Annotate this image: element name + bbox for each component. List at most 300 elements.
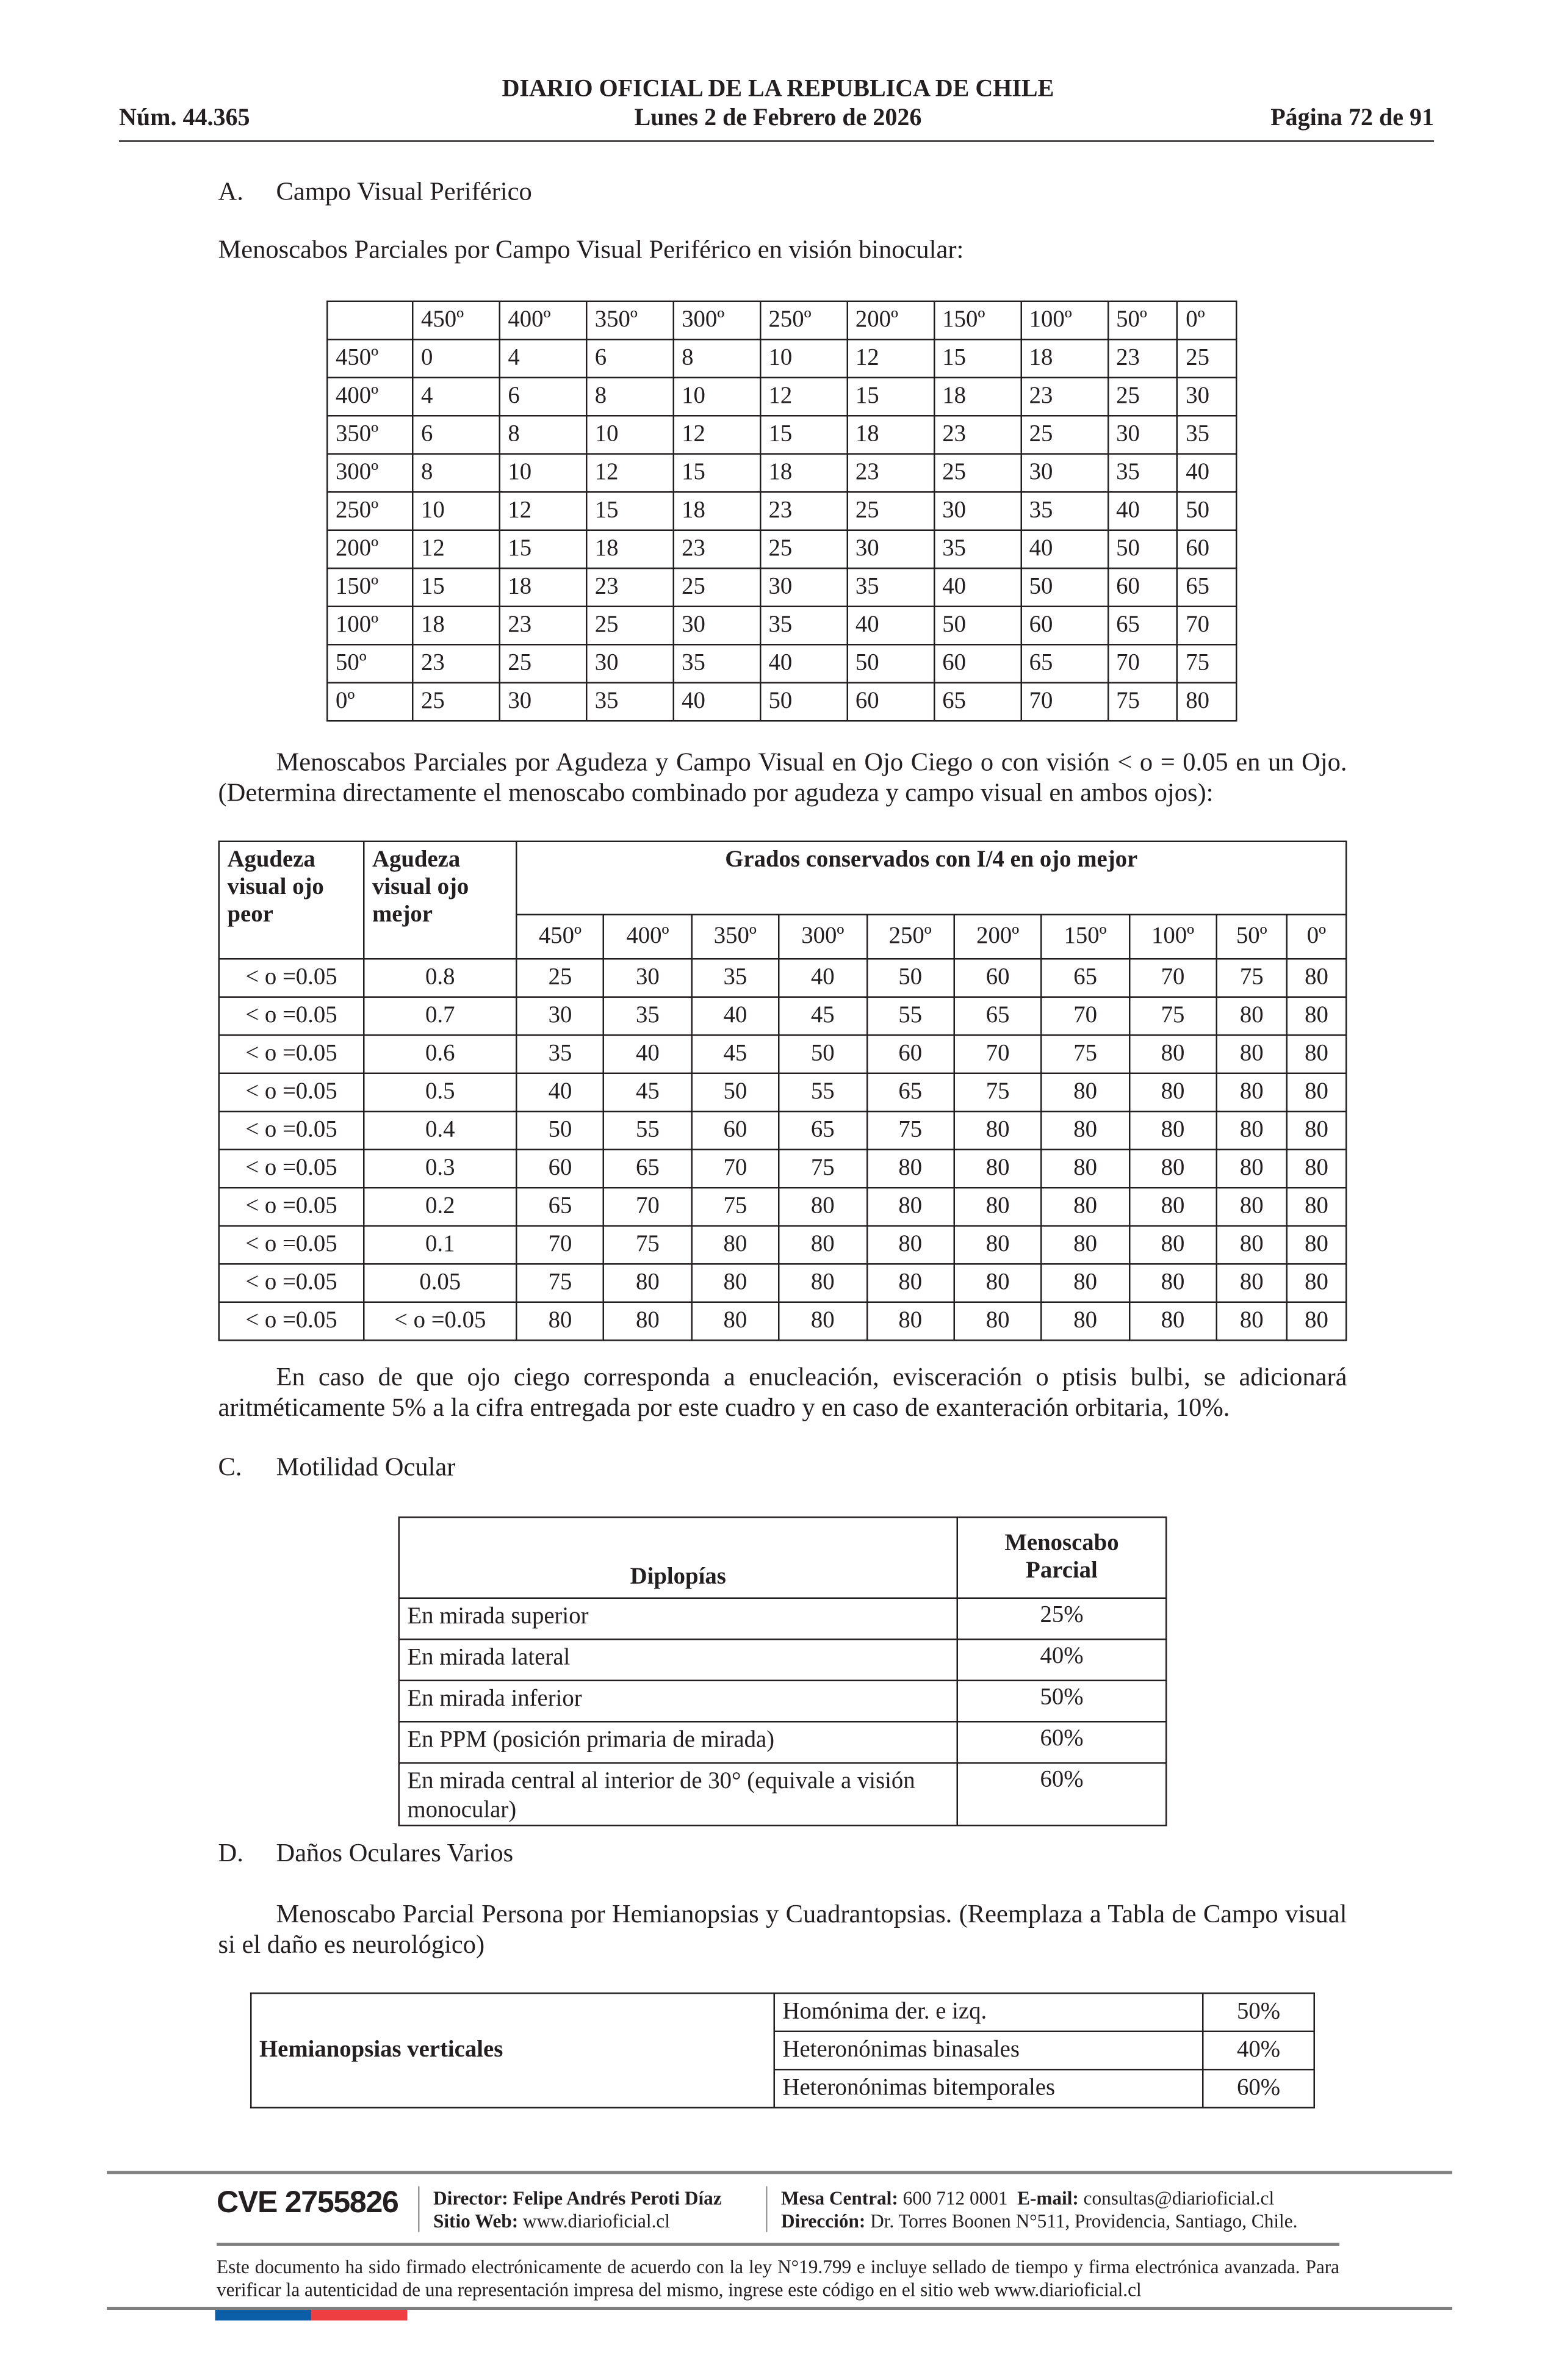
table-cell: 40 <box>1021 530 1108 569</box>
table-cell: 70 <box>604 1188 691 1226</box>
table-cell: 25 <box>412 683 499 721</box>
table-cell: 15 <box>412 568 499 607</box>
percentage: 60% <box>957 1763 1167 1826</box>
column-header: 200º <box>954 915 1041 959</box>
table-cell: 35 <box>691 959 779 997</box>
table-cell: 55 <box>866 997 954 1036</box>
table-cell: 60 <box>1021 607 1108 645</box>
table-row <box>327 607 1236 645</box>
table-cell: 35 <box>934 530 1021 569</box>
table-cell: 60 <box>1177 530 1236 569</box>
table-cell: 30 <box>1177 378 1236 416</box>
website-link[interactable]: www.diarioficial.cl <box>523 2210 670 2232</box>
table-cell: 0.1 <box>364 1226 516 1264</box>
section-letter: A. <box>218 177 243 206</box>
col-header-diplopias: Diplopías <box>399 1517 957 1598</box>
table-cell: 80 <box>1042 1226 1129 1264</box>
table-cell: 60 <box>1108 568 1177 607</box>
table-cell: 80 <box>954 1226 1041 1264</box>
table-cell: 70 <box>954 1035 1041 1073</box>
table-cell: 18 <box>586 530 673 569</box>
percentage: 60% <box>1203 2069 1314 2108</box>
table-cell: < o =0.05 <box>219 959 364 997</box>
header-date: Lunes 2 de Febrero de 2026 <box>634 105 922 131</box>
table-cell: 4 <box>500 339 586 378</box>
table-cell: 18 <box>847 416 934 454</box>
table-cell: 75 <box>1177 644 1236 683</box>
table-cell: < o =0.05 <box>219 1264 364 1302</box>
table-cell: 80 <box>1287 1302 1347 1341</box>
table-row <box>219 1150 1347 1188</box>
table-cell: 23 <box>1021 378 1108 416</box>
table-cell: 55 <box>779 1073 866 1112</box>
table-cell: 60 <box>691 1111 779 1150</box>
table-cell: 75 <box>866 1111 954 1150</box>
table-cell: 15 <box>847 378 934 416</box>
table-cell: 65 <box>1021 644 1108 683</box>
table-cell: 65 <box>1042 959 1129 997</box>
table-row <box>327 339 1236 378</box>
table-cell: 80 <box>1042 1302 1129 1341</box>
table-cell: 30 <box>760 568 847 607</box>
column-header: 50º <box>1108 301 1177 340</box>
table-cell: 23 <box>586 568 673 607</box>
column-header: 200º <box>847 301 934 340</box>
table-cell: 80 <box>1287 959 1347 997</box>
diplopia-type: En mirada inferior <box>399 1681 957 1722</box>
table-cell: 50 <box>934 607 1021 645</box>
table-cell: 80 <box>1042 1264 1129 1302</box>
row-header: 450º <box>327 339 412 378</box>
section-title: Motilidad Ocular <box>276 1452 456 1482</box>
table-cell: 6 <box>500 378 586 416</box>
table-cell: 80 <box>866 1302 954 1341</box>
diplopia-type: En mirada lateral <box>399 1639 957 1681</box>
table-cell: 10 <box>500 454 586 492</box>
table-cell: 0.05 <box>364 1264 516 1302</box>
table-cell: 40 <box>779 959 866 997</box>
table-cell: 6 <box>586 339 673 378</box>
table-cell: 80 <box>1217 1035 1287 1073</box>
table-cell: 40 <box>691 997 779 1036</box>
table-cell: 80 <box>954 1150 1041 1188</box>
table-cell: 75 <box>1129 997 1216 1036</box>
column-header: 150º <box>1042 915 1129 959</box>
column-header: 250º <box>760 301 847 340</box>
table-cell: 80 <box>779 1188 866 1226</box>
table-cell: 50 <box>847 644 934 683</box>
table-cell: 50 <box>516 1111 603 1150</box>
table-cell: 80 <box>779 1264 866 1302</box>
table-cell: 80 <box>1287 1188 1347 1226</box>
percentage: 40% <box>1203 2032 1314 2070</box>
table-cell: 80 <box>954 1111 1041 1150</box>
table-cell: 80 <box>1129 1264 1216 1302</box>
table-row <box>399 1639 1167 1681</box>
table-cell: 65 <box>954 997 1041 1036</box>
table-cell: 75 <box>604 1226 691 1264</box>
table-cell: 70 <box>516 1226 603 1264</box>
table-cell: 30 <box>1108 416 1177 454</box>
corner-cell <box>327 301 412 340</box>
col-header-menoscabo: Menoscabo Parcial <box>957 1517 1167 1598</box>
table-cell: 18 <box>934 378 1021 416</box>
table-cell: 25 <box>586 607 673 645</box>
section-d-heading <box>218 1839 514 1869</box>
table-cell: 12 <box>500 492 586 530</box>
blind-eye-table <box>218 841 1347 1341</box>
table-cell: 65 <box>516 1188 603 1226</box>
column-header: 400º <box>500 301 586 340</box>
table-cell: 55 <box>604 1111 691 1150</box>
table-cell: 70 <box>1108 644 1177 683</box>
table-cell: 60 <box>847 683 934 721</box>
header-title: DIARIO OFICIAL DE LA REPUBLICA DE CHILE <box>502 76 1054 103</box>
table-cell: 40 <box>760 644 847 683</box>
table-cell: 80 <box>691 1302 779 1341</box>
table-cell: 60 <box>516 1150 603 1188</box>
table-cell: 65 <box>1108 607 1177 645</box>
table-cell: 50 <box>1177 492 1236 530</box>
table-cell: 40 <box>1108 492 1177 530</box>
table-cell: 12 <box>673 416 760 454</box>
table-cell: 8 <box>673 339 760 378</box>
table-cell: 40 <box>1177 454 1236 492</box>
table-row <box>327 416 1236 454</box>
section-title: Campo Visual Periférico <box>276 177 532 206</box>
cve-code: CVE 2755826 <box>217 2186 398 2220</box>
table-cell: 80 <box>1287 1264 1347 1302</box>
paragraph-hemianopsias: Menoscabo Parcial Persona por Hemianopsias y Cuadrantopsias. (Reemplaza a Tabla de Campo visual si el daño es neurológico) <box>218 1899 1347 1959</box>
diplopia-type: En PPM (posición primaria de mirada) <box>399 1722 957 1763</box>
table-cell: 18 <box>760 454 847 492</box>
hemianopsia-type: Homónima der. e izq. <box>774 1993 1203 2032</box>
table-cell: 80 <box>1129 1111 1216 1150</box>
header-row <box>327 301 1236 340</box>
table-cell: 65 <box>934 683 1021 721</box>
table-cell: 6 <box>412 416 499 454</box>
section-title: Daños Oculares Varios <box>276 1838 514 1867</box>
diplopia-table <box>398 1516 1167 1826</box>
table-cell: 80 <box>1129 1302 1216 1341</box>
table-cell: 80 <box>866 1264 954 1302</box>
table-row <box>399 1763 1167 1826</box>
director-label: Director: <box>433 2188 508 2209</box>
table-cell: 80 <box>1129 1188 1216 1226</box>
group-header: Grados conservados con I/4 en ojo mejor <box>516 842 1346 915</box>
table-cell: 80 <box>1129 1035 1216 1073</box>
column-header: 300º <box>673 301 760 340</box>
table-cell: 50 <box>1108 530 1177 569</box>
table-cell: 75 <box>1217 959 1287 997</box>
table-cell: 8 <box>586 378 673 416</box>
table-cell: 80 <box>1287 1111 1347 1150</box>
table-cell: 40 <box>673 683 760 721</box>
table-cell: 30 <box>516 997 603 1036</box>
table-cell: 80 <box>1217 1302 1287 1341</box>
table-cell: 80 <box>1042 1111 1129 1150</box>
section-a-subtitle: Menoscabos Parciales por Campo Visual Periférico en visión binocular: <box>218 235 964 264</box>
hemianopsias-table <box>250 1992 1315 2108</box>
row-header: 50º <box>327 644 412 683</box>
table-cell: 80 <box>779 1226 866 1264</box>
table-cell: 25 <box>760 530 847 569</box>
table-cell: 50 <box>1021 568 1108 607</box>
table-cell: 25 <box>1021 416 1108 454</box>
binocular-field-table <box>326 301 1237 722</box>
table-cell: 75 <box>516 1264 603 1302</box>
table-cell: 80 <box>954 1302 1041 1341</box>
table-cell: 80 <box>1129 1150 1216 1188</box>
table-cell: 10 <box>586 416 673 454</box>
table-cell: < o =0.05 <box>219 1188 364 1226</box>
address-label: Dirección: <box>781 2210 866 2232</box>
table-cell: 80 <box>779 1302 866 1341</box>
table-cell: 23 <box>760 492 847 530</box>
table-row <box>219 997 1347 1036</box>
table-cell: 80 <box>866 1188 954 1226</box>
phone-label: Mesa Central: <box>781 2188 898 2209</box>
column-header: 450º <box>516 915 603 959</box>
column-header: 100º <box>1021 301 1108 340</box>
address: Dr. Torres Boonen N°511, Providencia, Santiago, Chile. <box>870 2210 1298 2232</box>
section-letter: D. <box>218 1838 243 1867</box>
table-cell: 0.3 <box>364 1150 516 1188</box>
table-cell: 80 <box>1217 1188 1287 1226</box>
table-cell: 60 <box>934 644 1021 683</box>
table-cell: 80 <box>1042 1188 1129 1226</box>
table-row <box>327 492 1236 530</box>
table-cell: 25 <box>1108 378 1177 416</box>
table-cell: 23 <box>934 416 1021 454</box>
table-row <box>219 1035 1347 1073</box>
table-cell: 23 <box>1108 339 1177 378</box>
table-row <box>219 1226 1347 1264</box>
column-header: 0º <box>1177 301 1236 340</box>
header-row <box>219 842 1347 915</box>
table-row <box>399 1598 1167 1640</box>
table-row <box>327 683 1236 721</box>
table-cell: 80 <box>1217 1264 1287 1302</box>
row-group-label: Hemianopsias verticales <box>251 1993 774 2108</box>
table-cell: 80 <box>1129 1226 1216 1264</box>
table-cell: 70 <box>1129 959 1216 997</box>
table-cell: 50 <box>691 1073 779 1112</box>
footer-rule-top <box>107 2171 1452 2174</box>
flag-bar-blue <box>215 2310 312 2321</box>
column-header: 250º <box>866 915 954 959</box>
table-cell: 10 <box>760 339 847 378</box>
table-cell: 70 <box>1042 997 1129 1036</box>
email-link[interactable]: consultas@diarioficial.cl <box>1083 2188 1275 2209</box>
table-cell: 0.4 <box>364 1111 516 1150</box>
column-header: 450º <box>412 301 499 340</box>
table-cell: 75 <box>954 1073 1041 1112</box>
table-cell: 12 <box>586 454 673 492</box>
table-row <box>327 530 1236 569</box>
column-header: 150º <box>934 301 1021 340</box>
table-cell: 15 <box>934 339 1021 378</box>
table-cell: 80 <box>954 1264 1041 1302</box>
table-row <box>219 1264 1347 1302</box>
table-cell: 15 <box>500 530 586 569</box>
table-cell: 30 <box>586 644 673 683</box>
table-cell: 75 <box>779 1150 866 1188</box>
row-header: 200º <box>327 530 412 569</box>
row-header: 400º <box>327 378 412 416</box>
table-row <box>219 1302 1347 1341</box>
table-cell: < o =0.05 <box>364 1302 516 1341</box>
table-cell: 8 <box>500 416 586 454</box>
table-cell: 23 <box>673 530 760 569</box>
table-cell: 30 <box>934 492 1021 530</box>
hemianopsia-type: Heteronónimas binasales <box>774 2032 1203 2070</box>
table-cell: 0.8 <box>364 959 516 997</box>
table-cell: 70 <box>691 1150 779 1188</box>
table-cell: 30 <box>673 607 760 645</box>
table-row <box>251 1993 1314 2032</box>
column-header: 0º <box>1287 915 1347 959</box>
table-cell: 80 <box>691 1226 779 1264</box>
table-cell: 65 <box>866 1073 954 1112</box>
percentage: 50% <box>1203 1993 1314 2032</box>
footer-contact-block <box>781 2188 1297 2234</box>
table-cell: 25 <box>500 644 586 683</box>
row-header: 250º <box>327 492 412 530</box>
table-cell: 80 <box>1287 1035 1347 1073</box>
table-cell: 23 <box>847 454 934 492</box>
header-rule <box>119 140 1434 142</box>
row-header: 150º <box>327 568 412 607</box>
table-cell: 45 <box>604 1073 691 1112</box>
table-row <box>327 644 1236 683</box>
table-cell: < o =0.05 <box>219 1302 364 1341</box>
table-cell: 80 <box>1217 997 1287 1036</box>
email-label: E-mail: <box>1017 2188 1079 2209</box>
column-header: 300º <box>779 915 866 959</box>
col-header-worse-eye: Agudeza visual ojo peor <box>219 842 364 959</box>
table-cell: 80 <box>1287 1150 1347 1188</box>
flag-bar-red <box>311 2310 408 2321</box>
page-number: Página 72 de 91 <box>1270 105 1434 131</box>
table-cell: 80 <box>1287 997 1347 1036</box>
table-cell: 23 <box>412 644 499 683</box>
table-cell: 65 <box>779 1111 866 1150</box>
table-cell: 25 <box>673 568 760 607</box>
table-cell: 40 <box>847 607 934 645</box>
table-cell: < o =0.05 <box>219 1073 364 1112</box>
percentage: 40% <box>957 1639 1167 1681</box>
paragraph-blind-eye: Menoscabos Parciales por Agudeza y Campo Visual en Ojo Ciego o con visión < o = 0.05 en un Ojo. (Determina directamente el menoscabo combinado por agudeza y campo visual en ambos ojos): <box>218 748 1347 807</box>
table-cell: 0.6 <box>364 1035 516 1073</box>
column-header: 50º <box>1217 915 1287 959</box>
table-cell: 0.5 <box>364 1073 516 1112</box>
table-cell: 30 <box>847 530 934 569</box>
table-cell: 75 <box>691 1188 779 1226</box>
table-cell: 12 <box>847 339 934 378</box>
table-cell: 35 <box>516 1035 603 1073</box>
row-header: 0º <box>327 683 412 721</box>
table-cell: 35 <box>586 683 673 721</box>
table-cell: 65 <box>1177 568 1236 607</box>
table-cell: 80 <box>866 1226 954 1264</box>
table-cell: 80 <box>954 1188 1041 1226</box>
table-row <box>399 1722 1167 1763</box>
table-cell: 30 <box>1021 454 1108 492</box>
table-cell: 10 <box>412 492 499 530</box>
table-cell: 80 <box>604 1302 691 1341</box>
table-cell: 80 <box>1217 1150 1287 1188</box>
signature-notice: Este documento ha sido firmado electrónicamente de acuerdo con la ley N°19.799 e incluye sellado de tiempo y firma electrónica avanzada. Para verificar la autenticidad de una representación impresa del mismo, ingrese este código en el sitio web www.diarioficial.cl <box>217 2256 1339 2301</box>
table-cell: 80 <box>1042 1150 1129 1188</box>
table-cell: 23 <box>500 607 586 645</box>
percentage: 60% <box>957 1722 1167 1763</box>
table-cell: 0 <box>412 339 499 378</box>
table-cell: 18 <box>412 607 499 645</box>
table-cell: 45 <box>691 1035 779 1073</box>
column-header: 400º <box>604 915 691 959</box>
table-row <box>399 1681 1167 1722</box>
table-row <box>219 959 1347 997</box>
table-cell: 50 <box>866 959 954 997</box>
table-row <box>327 568 1236 607</box>
table-cell: 80 <box>1287 1226 1347 1264</box>
table-cell: 30 <box>500 683 586 721</box>
row-header: 300º <box>327 454 412 492</box>
row-header: 350º <box>327 416 412 454</box>
footer-divider <box>418 2187 420 2232</box>
table-cell: 35 <box>673 644 760 683</box>
table-cell: 35 <box>847 568 934 607</box>
table-cell: 70 <box>1021 683 1108 721</box>
table-cell: < o =0.05 <box>219 1111 364 1150</box>
table-row <box>327 378 1236 416</box>
table-cell: 18 <box>500 568 586 607</box>
table-cell: 80 <box>1217 1073 1287 1112</box>
table-cell: < o =0.05 <box>219 997 364 1036</box>
table-cell: 25 <box>934 454 1021 492</box>
table-cell: 80 <box>691 1264 779 1302</box>
footer-divider <box>766 2187 768 2232</box>
web-label: Sitio Web: <box>433 2210 519 2232</box>
table-cell: 80 <box>1177 683 1236 721</box>
table-cell: 40 <box>934 568 1021 607</box>
footer-director-block <box>433 2188 722 2234</box>
table-cell: 70 <box>1177 607 1236 645</box>
table-cell: 35 <box>1021 492 1108 530</box>
table-cell: 80 <box>1129 1073 1216 1112</box>
table-cell: 75 <box>1108 683 1177 721</box>
table-cell: 12 <box>760 378 847 416</box>
table-cell: 25 <box>1177 339 1236 378</box>
table-cell: 0.2 <box>364 1188 516 1226</box>
footer-rule-mid <box>217 2243 1339 2246</box>
table-cell: 50 <box>779 1035 866 1073</box>
col-header-better-eye: Agudeza visual ojo mejor <box>364 842 516 959</box>
table-cell: 50 <box>760 683 847 721</box>
table-cell: 4 <box>412 378 499 416</box>
table-cell: 35 <box>1177 416 1236 454</box>
diplopia-type: En mirada superior <box>399 1598 957 1640</box>
table-cell: 35 <box>604 997 691 1036</box>
table-cell: 65 <box>604 1150 691 1188</box>
table-cell: 75 <box>1042 1035 1129 1073</box>
phone-number: 600 712 0001 <box>902 2188 1008 2209</box>
percentage: 50% <box>957 1681 1167 1722</box>
paragraph-enucleation: En caso de que ojo ciego corresponda a enucleación, evisceración o ptisis bulbi, se adicionará aritméticamente 5% a la cifra entregada por este cuadro y en caso de exanteración orbitaria, 10%. <box>218 1362 1347 1422</box>
table-cell: 18 <box>673 492 760 530</box>
table-cell: 80 <box>1042 1073 1129 1112</box>
